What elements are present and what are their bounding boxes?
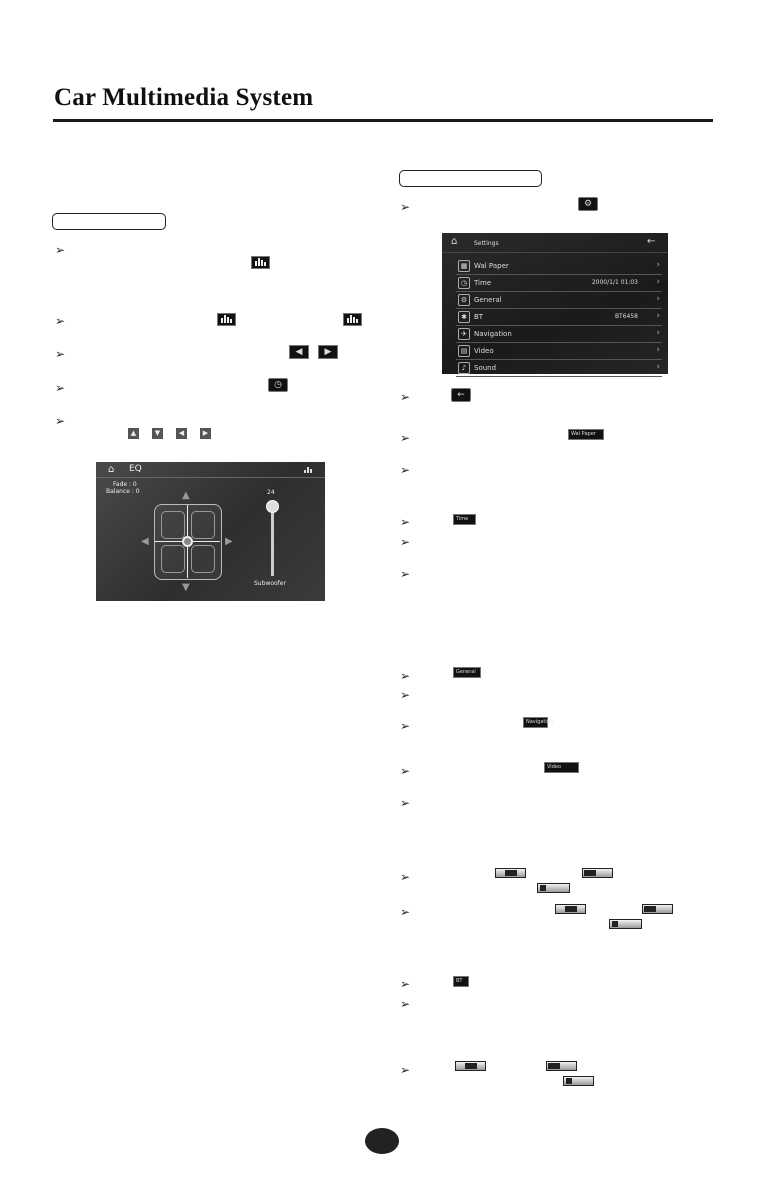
toggle-icon [546,1061,577,1071]
up-arrow-icon[interactable]: ▲ [182,490,190,501]
settings-item-time[interactable]: ◷ Time 2000/1/1 01:03 › [456,275,662,292]
bullet-marker [400,464,410,476]
right-arrow-icon[interactable]: ▶ [225,536,233,547]
wallpaper-icon: ▦ [458,260,470,272]
sound-icon: ♪ [458,362,470,374]
toggle-icon [537,883,570,893]
toggle-icon [609,919,642,929]
eq-icon[interactable] [304,467,312,473]
back-arrow-icon: ← [451,388,471,402]
bullet-marker [400,720,410,732]
chevron-right-icon: › [656,328,660,338]
bullet-marker [400,906,410,918]
eq-title: EQ [129,464,142,474]
bullet-marker [400,670,410,682]
subwoofer-slider[interactable] [271,502,274,576]
bullet-marker [400,871,410,883]
bullet-marker [400,516,410,528]
bluetooth-icon: ✱ [458,311,470,323]
down-arrow-icon[interactable]: ▼ [182,582,190,593]
bullet-marker [55,244,65,256]
settings-title: Settings [474,240,499,247]
eq-icon [343,313,362,326]
settings-screen [442,233,668,374]
fade-label: Fade : 0 [113,481,137,488]
chevron-right-icon: › [656,311,660,321]
toggle-icon [582,868,613,878]
bullet-marker [55,348,65,360]
home-icon[interactable]: ⌂ [451,236,458,247]
bullet-marker [400,765,410,777]
toggle-icon [455,1061,486,1071]
toggle-icon [642,904,673,914]
subwoofer-value: 24 [267,489,275,496]
up-arrow-icon: ▲ [128,428,139,439]
right-arrow-icon: ▶ [318,345,338,359]
settings-gear-icon: ⚙ [578,197,598,211]
eq-header [96,462,325,478]
settings-header [442,233,668,253]
chevron-right-icon: › [656,362,660,372]
chevron-right-icon: › [656,294,660,304]
right-arrow-icon: ▶ [200,428,211,439]
home-icon[interactable]: ⌂ [108,464,115,475]
eq-icon [217,313,236,326]
clock-icon: ◷ [458,277,470,289]
toggle-icon [555,904,586,914]
settings-item-sound[interactable]: ♪ Sound › [456,360,662,377]
eq-icon [251,256,270,269]
bullet-marker [55,382,65,394]
bullet-marker [400,998,410,1010]
settings-item-navigation[interactable]: ✈ Navigation › [456,326,662,343]
bullet-marker [400,391,410,403]
eq-section-label [52,213,166,230]
settings-item-video[interactable]: ▤ Video › [456,343,662,360]
settings-item-bt[interactable]: ✱ BT BT6458 › [456,309,662,326]
bullet-marker [400,1064,410,1076]
subwoofer-label: Subwoofer [254,580,286,587]
subwoofer-slider-handle[interactable] [266,500,279,513]
bt-chip-icon: BT [453,976,469,987]
bullet-marker [400,978,410,990]
settings-section-label [399,170,542,187]
title-rule [53,119,713,122]
navigation-icon: ✈ [458,328,470,340]
reset-icon: ◷ [268,378,288,392]
back-arrow-icon[interactable]: ← [647,236,656,247]
bullet-marker [400,568,410,580]
bullet-marker [55,415,65,427]
video-icon: ▤ [458,345,470,357]
bullet-marker [400,536,410,548]
page-number-badge [365,1128,399,1154]
car-seat-map[interactable] [154,504,222,580]
balance-label: Balance : 0 [106,488,140,495]
down-arrow-icon: ▼ [152,428,163,439]
bullet-marker [400,201,410,213]
left-arrow-icon[interactable]: ◀ [141,536,149,547]
page-title: Car Multimedia System [54,84,314,111]
chevron-right-icon: › [656,260,660,270]
left-arrow-icon: ◀ [176,428,187,439]
chevron-right-icon: › [656,277,660,287]
bullet-marker [400,797,410,809]
eq-screen [96,462,325,601]
wallpaper-chip-icon: Wal Paper [568,429,604,440]
left-arrow-icon: ◀ [289,345,309,359]
time-chip-icon: Time [453,514,476,525]
chevron-right-icon: › [656,345,660,355]
balance-point[interactable] [182,536,193,547]
toggle-icon [563,1076,594,1086]
navigation-chip-icon: Navigation [523,717,548,728]
general-chip-icon: General [453,667,481,678]
gear-icon: ⚙ [458,294,470,306]
settings-item-wallpaper[interactable]: ▦ Wal Paper › [456,258,662,275]
toggle-icon [495,868,526,878]
settings-item-general[interactable]: ⚙ General › [456,292,662,309]
bullet-marker [55,315,65,327]
video-chip-icon: Video [544,762,579,773]
bullet-marker [400,432,410,444]
bullet-marker [400,689,410,701]
